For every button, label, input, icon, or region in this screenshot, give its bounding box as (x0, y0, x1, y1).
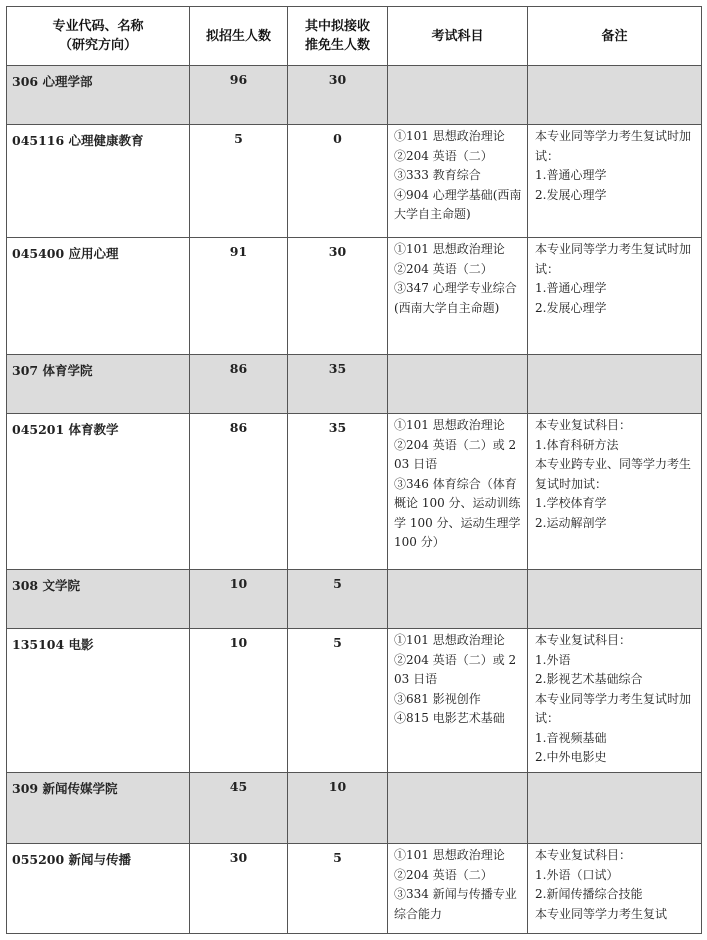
empty-cell (388, 355, 528, 414)
major-row (7, 125, 702, 238)
exempt-count: 0 (288, 125, 388, 238)
exempt-count: 5 (288, 570, 388, 629)
major-row (7, 414, 702, 570)
exempt-count: 35 (288, 414, 388, 570)
exam-subjects (388, 414, 528, 570)
remark-line: 2.新闻传播综合技能 (535, 887, 643, 901)
remark-line: 2.影视艺术基础综合 (535, 672, 643, 686)
enrollment-table (6, 6, 702, 934)
major-row (7, 629, 702, 773)
exam-item: ②204 英语（二） (394, 261, 493, 276)
empty-cell (528, 66, 702, 125)
plan-count: 30 (190, 844, 288, 934)
header-exempt-line1: 其中拟接收 (304, 19, 370, 34)
exam-item: ①101 思想政治理论 (394, 129, 505, 143)
exam-subjects (388, 125, 528, 238)
college-row (7, 570, 702, 629)
college-row (7, 773, 702, 844)
plan-count: 96 (190, 66, 288, 125)
major-name: 045400 应用心理 (7, 238, 190, 355)
plan-count: 91 (190, 238, 288, 355)
remark-line: 本专业同等学力考生复试 (535, 906, 668, 921)
exempt-count: 30 (288, 238, 388, 355)
college-name: 306 心理学部 (7, 66, 190, 125)
plan-count: 5 (190, 125, 288, 238)
exempt-count: 5 (288, 844, 388, 934)
exam-item: ④904 心理学基础(西南大学自主命题) (394, 187, 522, 221)
remark-line: 本专业同等学力考生复试时加试： (535, 691, 692, 725)
header-major-line2: （研究方向） (58, 38, 137, 53)
exempt-count: 10 (288, 773, 388, 844)
exempt-count: 30 (288, 66, 388, 125)
exam-item: ④815 电影艺术基础 (394, 711, 505, 725)
plan-count: 45 (190, 773, 288, 844)
exam-subjects (388, 844, 528, 934)
empty-cell (528, 355, 702, 414)
remark-line: 1.外语（口试） (535, 867, 619, 882)
college-name: 308 文学院 (7, 570, 190, 629)
remarks (528, 414, 702, 570)
empty-cell (388, 66, 528, 125)
remark-line: 1.学校体育学 (535, 496, 607, 510)
major-name: 135104 电影 (7, 629, 190, 773)
plan-count: 86 (190, 355, 288, 414)
header-exempt-line2: 推免生人数 (304, 38, 370, 53)
exam-subjects (388, 238, 528, 355)
exam-item: ②204 英语（二）或 203 日语 (394, 652, 517, 686)
exam-subjects (388, 629, 528, 773)
remark-line: 2.发展心理学 (535, 187, 607, 202)
remarks (528, 238, 702, 355)
remark-line: 本专业复试科目： (535, 633, 632, 647)
exam-item: ③333 教育综合 (394, 168, 481, 182)
remark-line: 本专业同等学力考生复试时加试： (535, 129, 692, 163)
remark-line: 本专业复试科目： (535, 848, 632, 862)
remark-line: 1.体育科研方法 (535, 437, 619, 452)
remarks (528, 629, 702, 773)
exam-item: ②204 英语（二） (394, 148, 493, 163)
exam-item: ③346 体育综合（体育概论 100 分、运动训练学 100 分、运动生理学 100 分） (394, 476, 521, 549)
header-major-line1: 专业代码、名称 (52, 19, 144, 34)
exam-item: ①101 思想政治理论 (394, 242, 505, 256)
exempt-count: 35 (288, 355, 388, 414)
header-row (7, 7, 702, 66)
header-major (7, 7, 190, 66)
header-exempt (288, 7, 388, 66)
remark-line: 本专业同等学力考生复试时加试： (535, 242, 692, 276)
remarks (528, 125, 702, 238)
empty-cell (388, 773, 528, 844)
exempt-count: 5 (288, 629, 388, 773)
remark-line: 本专业复试科目： (535, 418, 632, 432)
exam-item: ①101 思想政治理论 (394, 633, 505, 647)
exam-item: ②204 英语（二） (394, 867, 493, 882)
remark-line: 1.普通心理学 (535, 168, 607, 182)
header-plan: 拟招生人数 (190, 7, 288, 66)
college-row (7, 66, 702, 125)
header-exams: 考试科目 (388, 7, 528, 66)
empty-cell (528, 773, 702, 844)
major-row (7, 238, 702, 355)
exam-item: ②204 英语（二）或 203 日语 (394, 437, 517, 471)
header-notes: 备注 (528, 7, 702, 66)
exam-item: ①101 思想政治理论 (394, 418, 505, 432)
remark-line: 2.发展心理学 (535, 300, 607, 315)
college-name: 309 新闻传媒学院 (7, 773, 190, 844)
exam-item: ③334 新闻与传播专业综合能力 (394, 887, 517, 921)
college-row (7, 355, 702, 414)
plan-count: 10 (190, 629, 288, 773)
major-name: 045201 体育教学 (7, 414, 190, 570)
plan-count: 86 (190, 414, 288, 570)
remark-line: 1.普通心理学 (535, 281, 607, 295)
college-name: 307 体育学院 (7, 355, 190, 414)
remark-line: 1.音视频基础 (535, 730, 607, 745)
exam-item: ③681 影视创作 (394, 691, 481, 706)
major-name: 055200 新闻与传播 (7, 844, 190, 934)
remark-line: 1.外语 (535, 652, 571, 667)
exam-item: ③347 心理学专业综合(西南大学自主命题) (394, 281, 517, 315)
remark-line: 2.中外电影史 (535, 750, 607, 764)
remark-line: 本专业跨专业、同等学力考生复试时加试： (535, 457, 692, 491)
major-row (7, 844, 702, 934)
empty-cell (388, 570, 528, 629)
empty-cell (528, 570, 702, 629)
plan-count: 10 (190, 570, 288, 629)
major-name: 045116 心理健康教育 (7, 125, 190, 238)
exam-item: ①101 思想政治理论 (394, 848, 505, 862)
remarks (528, 844, 702, 934)
remark-line: 2.运动解剖学 (535, 515, 607, 530)
